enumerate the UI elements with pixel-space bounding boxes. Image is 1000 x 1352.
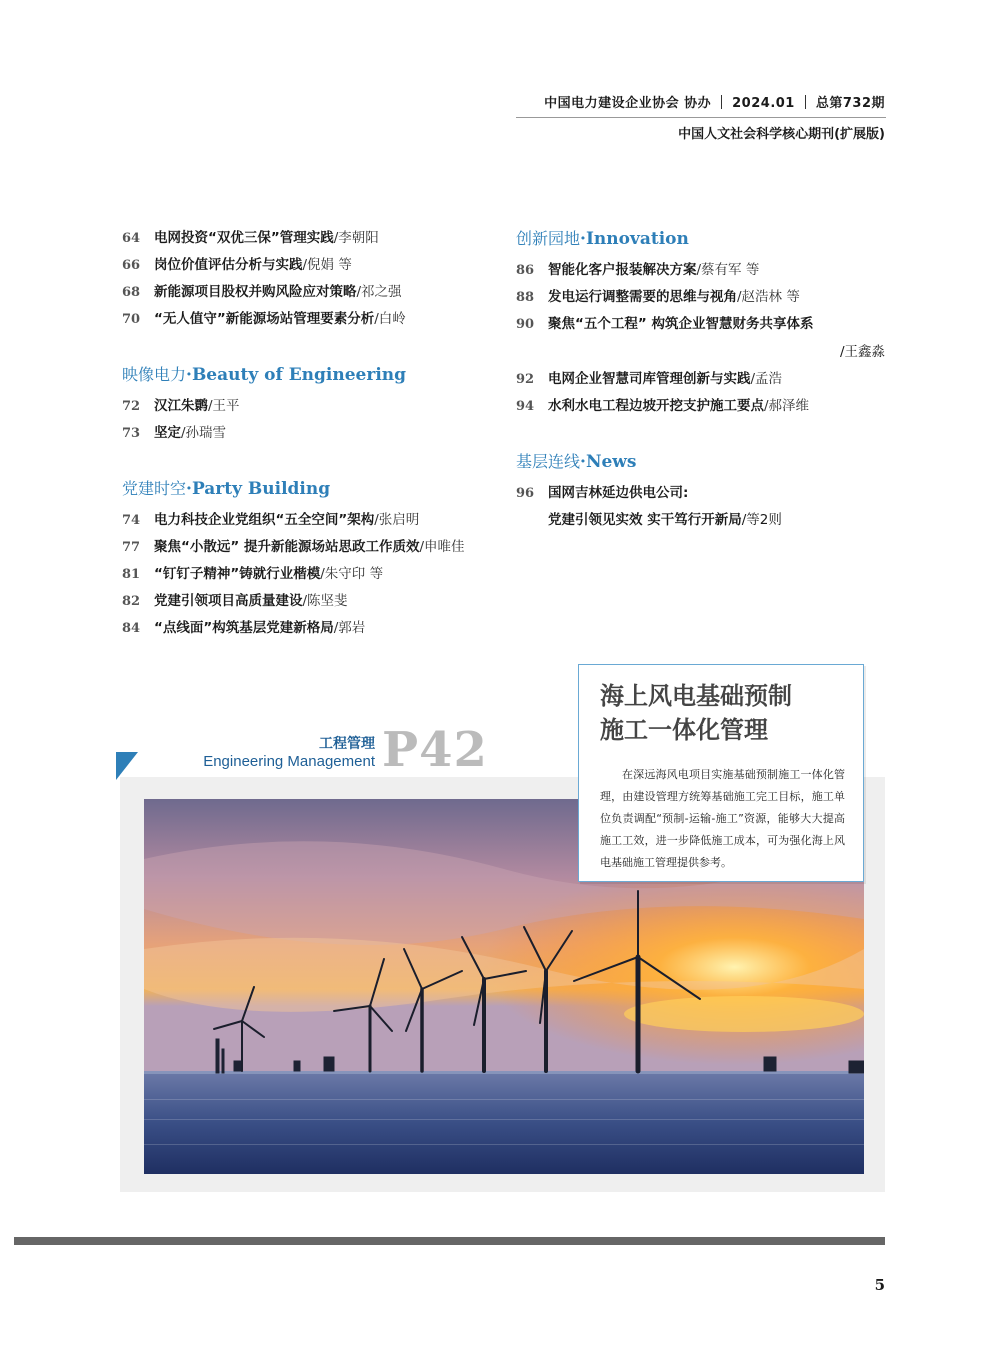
toc-item-72[interactable]: 72 汉江朱鹮/王平	[122, 398, 240, 414]
toc-item-88[interactable]: 88 发电运行调整需要的思维与视角/赵浩林 等	[516, 289, 800, 305]
masthead-line	[544, 92, 885, 111]
feature-title-line2: 施工一体化管理	[600, 715, 768, 744]
toc-item-82[interactable]: 82 党建引领项目高质量建设/陈坚斐	[122, 593, 348, 609]
section-title-news: 基层连线·News	[516, 452, 637, 472]
toc-item-90-author: /王鑫淼	[839, 344, 885, 360]
toc-item-66[interactable]: 66 岗位价值评估分析与实践/倪娟 等	[122, 257, 352, 273]
toc-item-84[interactable]: 84 “点线面”构筑基层党建新格局/郭岩	[122, 620, 366, 636]
index-note: 中国人文社会科学核心期刊(扩展版)	[678, 127, 885, 142]
toc-item-73[interactable]: 73 坚定/孙瑞雪	[122, 425, 227, 441]
toc-item-92[interactable]: 92 电网企业智慧司库管理创新与实践/孟浩	[516, 371, 783, 387]
toc-item-77[interactable]: 77 聚焦“小散远” 提升新能源场站思政工作质效/申唯佳	[122, 539, 465, 555]
toc-item-96-line2[interactable]: 党建引领见实效 实干笃行开新局/等2则	[548, 512, 782, 528]
feature-label	[203, 733, 375, 770]
feature-title-line1: 海上风电基础预制	[600, 681, 792, 710]
section-title-party: 党建时空·Party Building	[122, 479, 331, 499]
issue-date: 2024.01	[732, 96, 795, 111]
feature-page-ref: P42	[382, 722, 488, 778]
feature-corner-mark	[116, 752, 138, 780]
divider	[721, 95, 722, 109]
toc-item-68[interactable]: 68 新能源项目股权并购风险应对策略/祁之强	[122, 284, 402, 300]
publisher: 中国电力建设企业协会 协办	[544, 96, 712, 111]
issue-number: 总第732期	[815, 96, 885, 111]
toc-item-86[interactable]: 86 智能化客户报装解决方案/蔡有军 等	[516, 262, 760, 278]
toc-item-90[interactable]: 90 聚焦“五个工程” 构筑企业智慧财务共享体系	[516, 316, 814, 332]
toc-item-94[interactable]: 94 水利水电工程边坡开挖支护施工要点/郝泽维	[516, 398, 810, 414]
divider	[805, 95, 806, 109]
feature-summary: 在深远海风电项目实施基础预制施工一体化管理，由建设管理方统筹基础施工完工目标，施工单位负责调配“预制-运输-施工”资源，能够大大提高施工工效，进一步降低施工成本，可为强化海上风电基础施工管理提供参考。	[600, 768, 845, 869]
toc-item-96[interactable]: 96 国网吉林延边供电公司:	[516, 485, 689, 501]
header-rule	[516, 117, 886, 118]
section-title-innovation: 创新园地·Innovation	[516, 229, 689, 249]
feature-title[interactable]	[600, 679, 792, 747]
feature-label-en: Engineering Management	[203, 753, 375, 770]
footer-bar	[14, 1237, 885, 1245]
toc-item-64[interactable]: 64 电网投资“双优三保”管理实践/李朝阳	[122, 230, 379, 246]
toc-item-70[interactable]: 70 “无人值守”新能源场站管理要素分析/白岭	[122, 311, 406, 327]
feature-label-cn: 工程管理	[319, 736, 375, 752]
toc-item-81[interactable]: 81 “钉钉子精神”铸就行业楷模/朱守印 等	[122, 566, 384, 582]
section-title-beauty: 映像电力·Beauty of Engineering	[122, 365, 407, 385]
page-number: 5	[874, 1276, 885, 1294]
toc-item-74[interactable]: 74 电力科技企业党组织“五全空间”架构/张启明	[122, 512, 420, 528]
